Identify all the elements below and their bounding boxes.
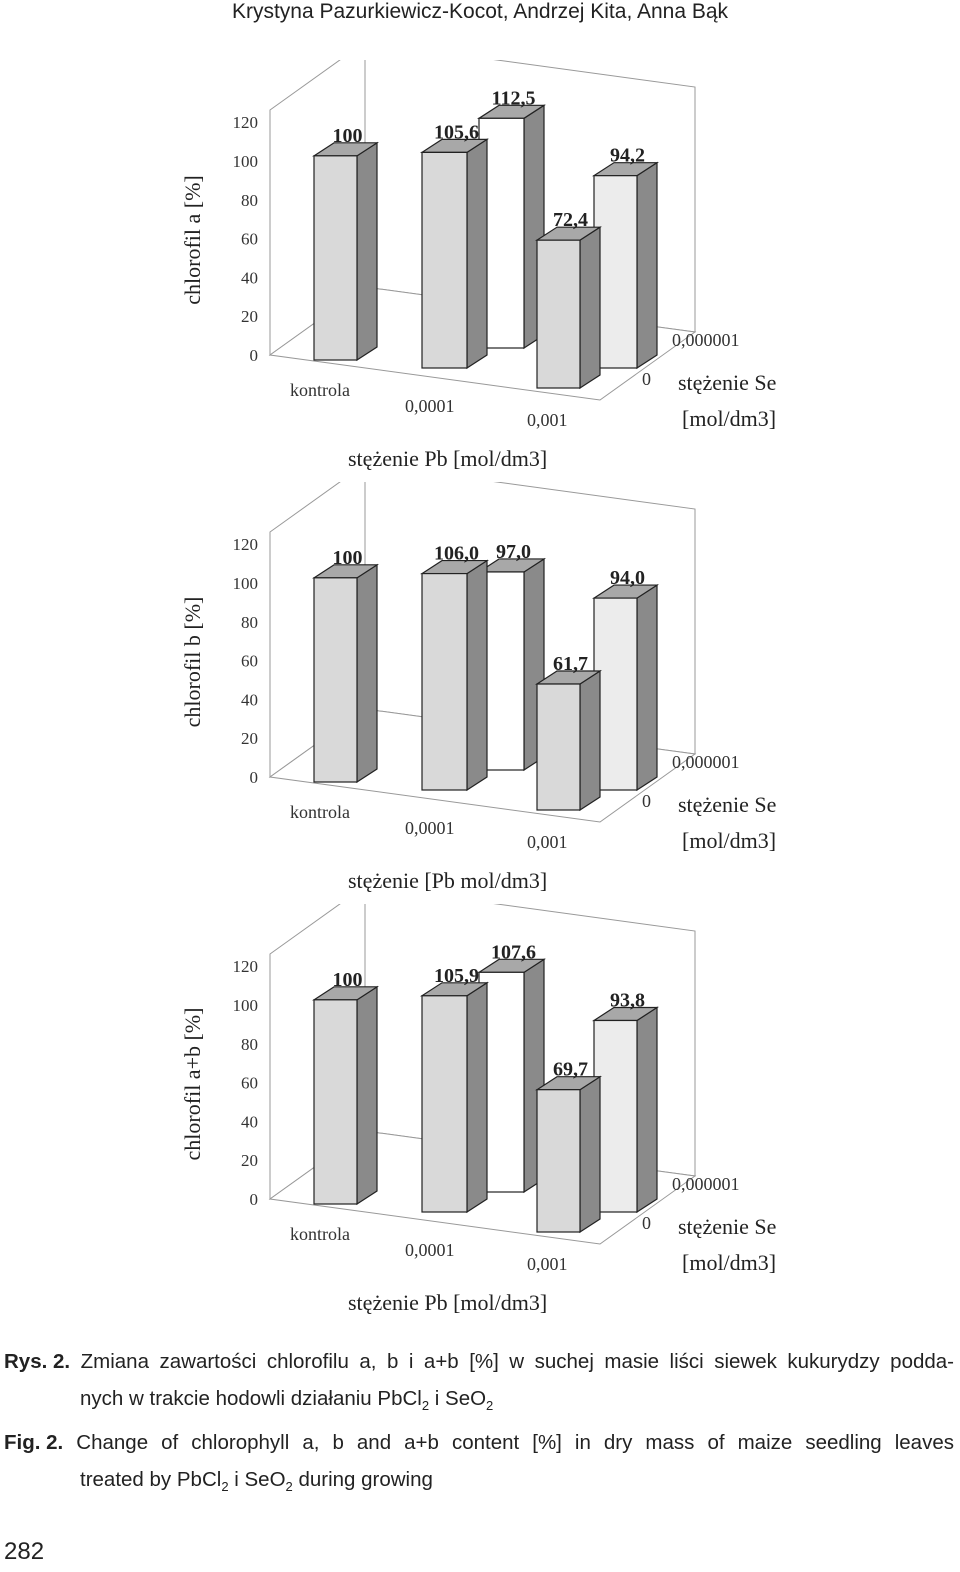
bar-front-1-value-label: 105,9 [434,964,479,987]
x-axis-label: stężenie Pb [mol/dm3] [348,446,548,471]
y-tick-label: 0 [249,768,258,787]
y-tick-label: 80 [241,1034,258,1054]
y-tick-label: 40 [241,690,258,710]
z-category-label: 0 [642,791,651,811]
bar-front-0-front [314,156,357,360]
y-tick-label: 0 [249,346,258,365]
bar-front-1-front [422,996,467,1212]
bar-front-0-value-label: 100 [332,968,363,991]
caption-pl-line1 [4,1343,954,1380]
bar-front-1-value-label: 106,0 [434,542,479,565]
y-axis-label: chlorofil a+b [%] [180,1007,205,1161]
chart-group [180,482,776,893]
chart-svg [0,60,960,480]
y-tick-label: 40 [241,268,258,288]
chart-group [180,904,776,1315]
bar-front-0-front [314,578,357,782]
caption-en-sub1: 2 [221,1479,229,1495]
caption-en-text2a: treated by PbCl [80,1468,222,1492]
chart-chlorophyll-a [0,60,960,480]
y-tick-label: 40 [241,1112,258,1132]
chart-group [180,60,776,471]
bar-back-1-value-label: 112,5 [491,87,536,110]
y-tick-label: 80 [241,190,258,210]
z-axis-label-line2: [mol/dm3] [682,406,777,431]
bar-front-1-side [467,139,487,368]
z-category-label: 0 [642,369,651,389]
z-category-label: 0,000001 [672,752,740,772]
bar-front-2-front [537,240,580,388]
caption-pl-label: Rys. 2. [4,1350,71,1373]
z-axis-label-line2: [mol/dm3] [682,828,777,853]
bar-front-2-value-label: 61,7 [553,653,588,676]
page-number: 282 [4,1538,45,1565]
bar-front-0-value-label: 100 [332,124,363,147]
bar-front-2-front [537,684,580,810]
y-tick-label: 60 [241,651,258,671]
caption-pl-line2 [4,1380,954,1424]
x-category-label: 0,001 [527,410,568,430]
caption-en-text2c: during growing [292,1468,433,1492]
bar-back-2-side [637,163,657,368]
chart-svg [0,482,960,902]
bar-front-1-value-label: 105,6 [434,121,479,144]
bar-front-0-side [357,987,377,1204]
bar-front-0-side [357,143,377,360]
y-tick-label: 80 [241,612,258,632]
caption-en-line2 [4,1461,954,1505]
bar-front-2-value-label: 72,4 [553,209,588,232]
bar-back-2-side [637,585,657,790]
bar-back-2-side [637,1007,657,1212]
y-axis-label: chlorofil a [%] [180,175,205,305]
bar-front-2-side [580,227,600,388]
y-tick-label: 120 [232,535,258,555]
y-tick-label: 20 [241,729,258,749]
bar-front-1-front [422,574,467,790]
z-category-label: 0 [642,1213,651,1233]
caption-pl-text2b: i SeO [429,1387,487,1410]
x-category-label: 0,0001 [405,1240,455,1260]
z-category-label: 0,000001 [672,1174,740,1194]
bar-front-1-front [422,152,467,368]
bar-front-2-front [537,1090,580,1232]
caption-pl-text2a: nych w trakcie hodowli działaniu PbCl [80,1387,422,1410]
chart-svg [0,904,960,1324]
y-tick-label: 0 [249,1190,258,1209]
caption-en-label: Fig. 2. [4,1431,64,1455]
y-tick-label: 60 [241,1073,258,1093]
x-axis-label: stężenie Pb [mol/dm3] [348,1290,548,1315]
z-axis-label-line1: stężenie Se [678,370,777,395]
y-tick-label: 120 [232,113,258,133]
y-tick-label: 20 [241,1151,258,1171]
chart-chlorophyll-b [0,482,960,902]
caption-en-text1: Change of chlorophyll a, b and a+b content [%] in dry mass of maize seedling leaves [76,1431,954,1455]
bar-front-0-front [314,1000,357,1204]
bar-back-2-value-label: 94,0 [610,567,645,590]
z-axis-label-line2: [mol/dm3] [682,1250,777,1275]
x-category-label: kontrola [290,1224,350,1244]
bar-back-2-value-label: 93,8 [610,989,645,1012]
bar-front-1-side [467,983,487,1212]
x-category-label: 0,001 [527,832,568,852]
x-axis-label: stężenie [Pb mol/dm3] [348,868,548,893]
bar-back-1-value-label: 107,6 [491,941,536,964]
bar-front-2-value-label: 69,7 [553,1058,588,1081]
x-category-label: kontrola [290,802,350,822]
caption-pl-sub1: 2 [421,1398,430,1414]
y-tick-label: 20 [241,307,258,327]
bar-front-0-side [357,565,377,782]
x-category-label: 0,001 [527,1254,568,1274]
bar-back-2-value-label: 94,2 [610,144,645,167]
z-axis-label-line1: stężenie Se [678,1214,777,1239]
y-tick-label: 100 [232,152,258,171]
bar-front-2-side [580,671,600,810]
bar-front-0-value-label: 100 [332,546,363,569]
x-category-label: 0,0001 [405,818,455,838]
x-category-label: kontrola [290,380,350,400]
page-header: Krystyna Pazurkiewicz-Kocot, Andrzej Kita, Anna Bąk [231,0,729,23]
caption-en-text2b: i SeO [228,1468,286,1492]
caption-en-line1 [4,1424,954,1461]
bar-back-1-value-label: 97,0 [496,540,531,563]
x-category-label: 0,0001 [405,396,455,416]
bar-front-1-side [467,561,487,790]
caption-en-sub2: 2 [285,1479,293,1495]
caption-pl-sub2: 2 [486,1398,494,1414]
y-tick-label: 120 [232,957,258,977]
z-category-label: 0,000001 [672,330,740,350]
z-axis-label-line1: stężenie Se [678,792,777,817]
figure-caption [4,1343,954,1505]
y-axis-label: chlorofil b [%] [180,596,205,728]
bar-front-2-side [580,1077,600,1232]
y-tick-label: 60 [241,229,258,249]
y-tick-label: 100 [232,996,258,1015]
caption-pl-text1: Zmiana zawartości chlorofilu a, b i a+b [%] w suchej masie liści siewek kukurydzy podda- [80,1350,954,1373]
y-tick-label: 100 [232,574,258,593]
chart-chlorophyll-ab [0,904,960,1324]
